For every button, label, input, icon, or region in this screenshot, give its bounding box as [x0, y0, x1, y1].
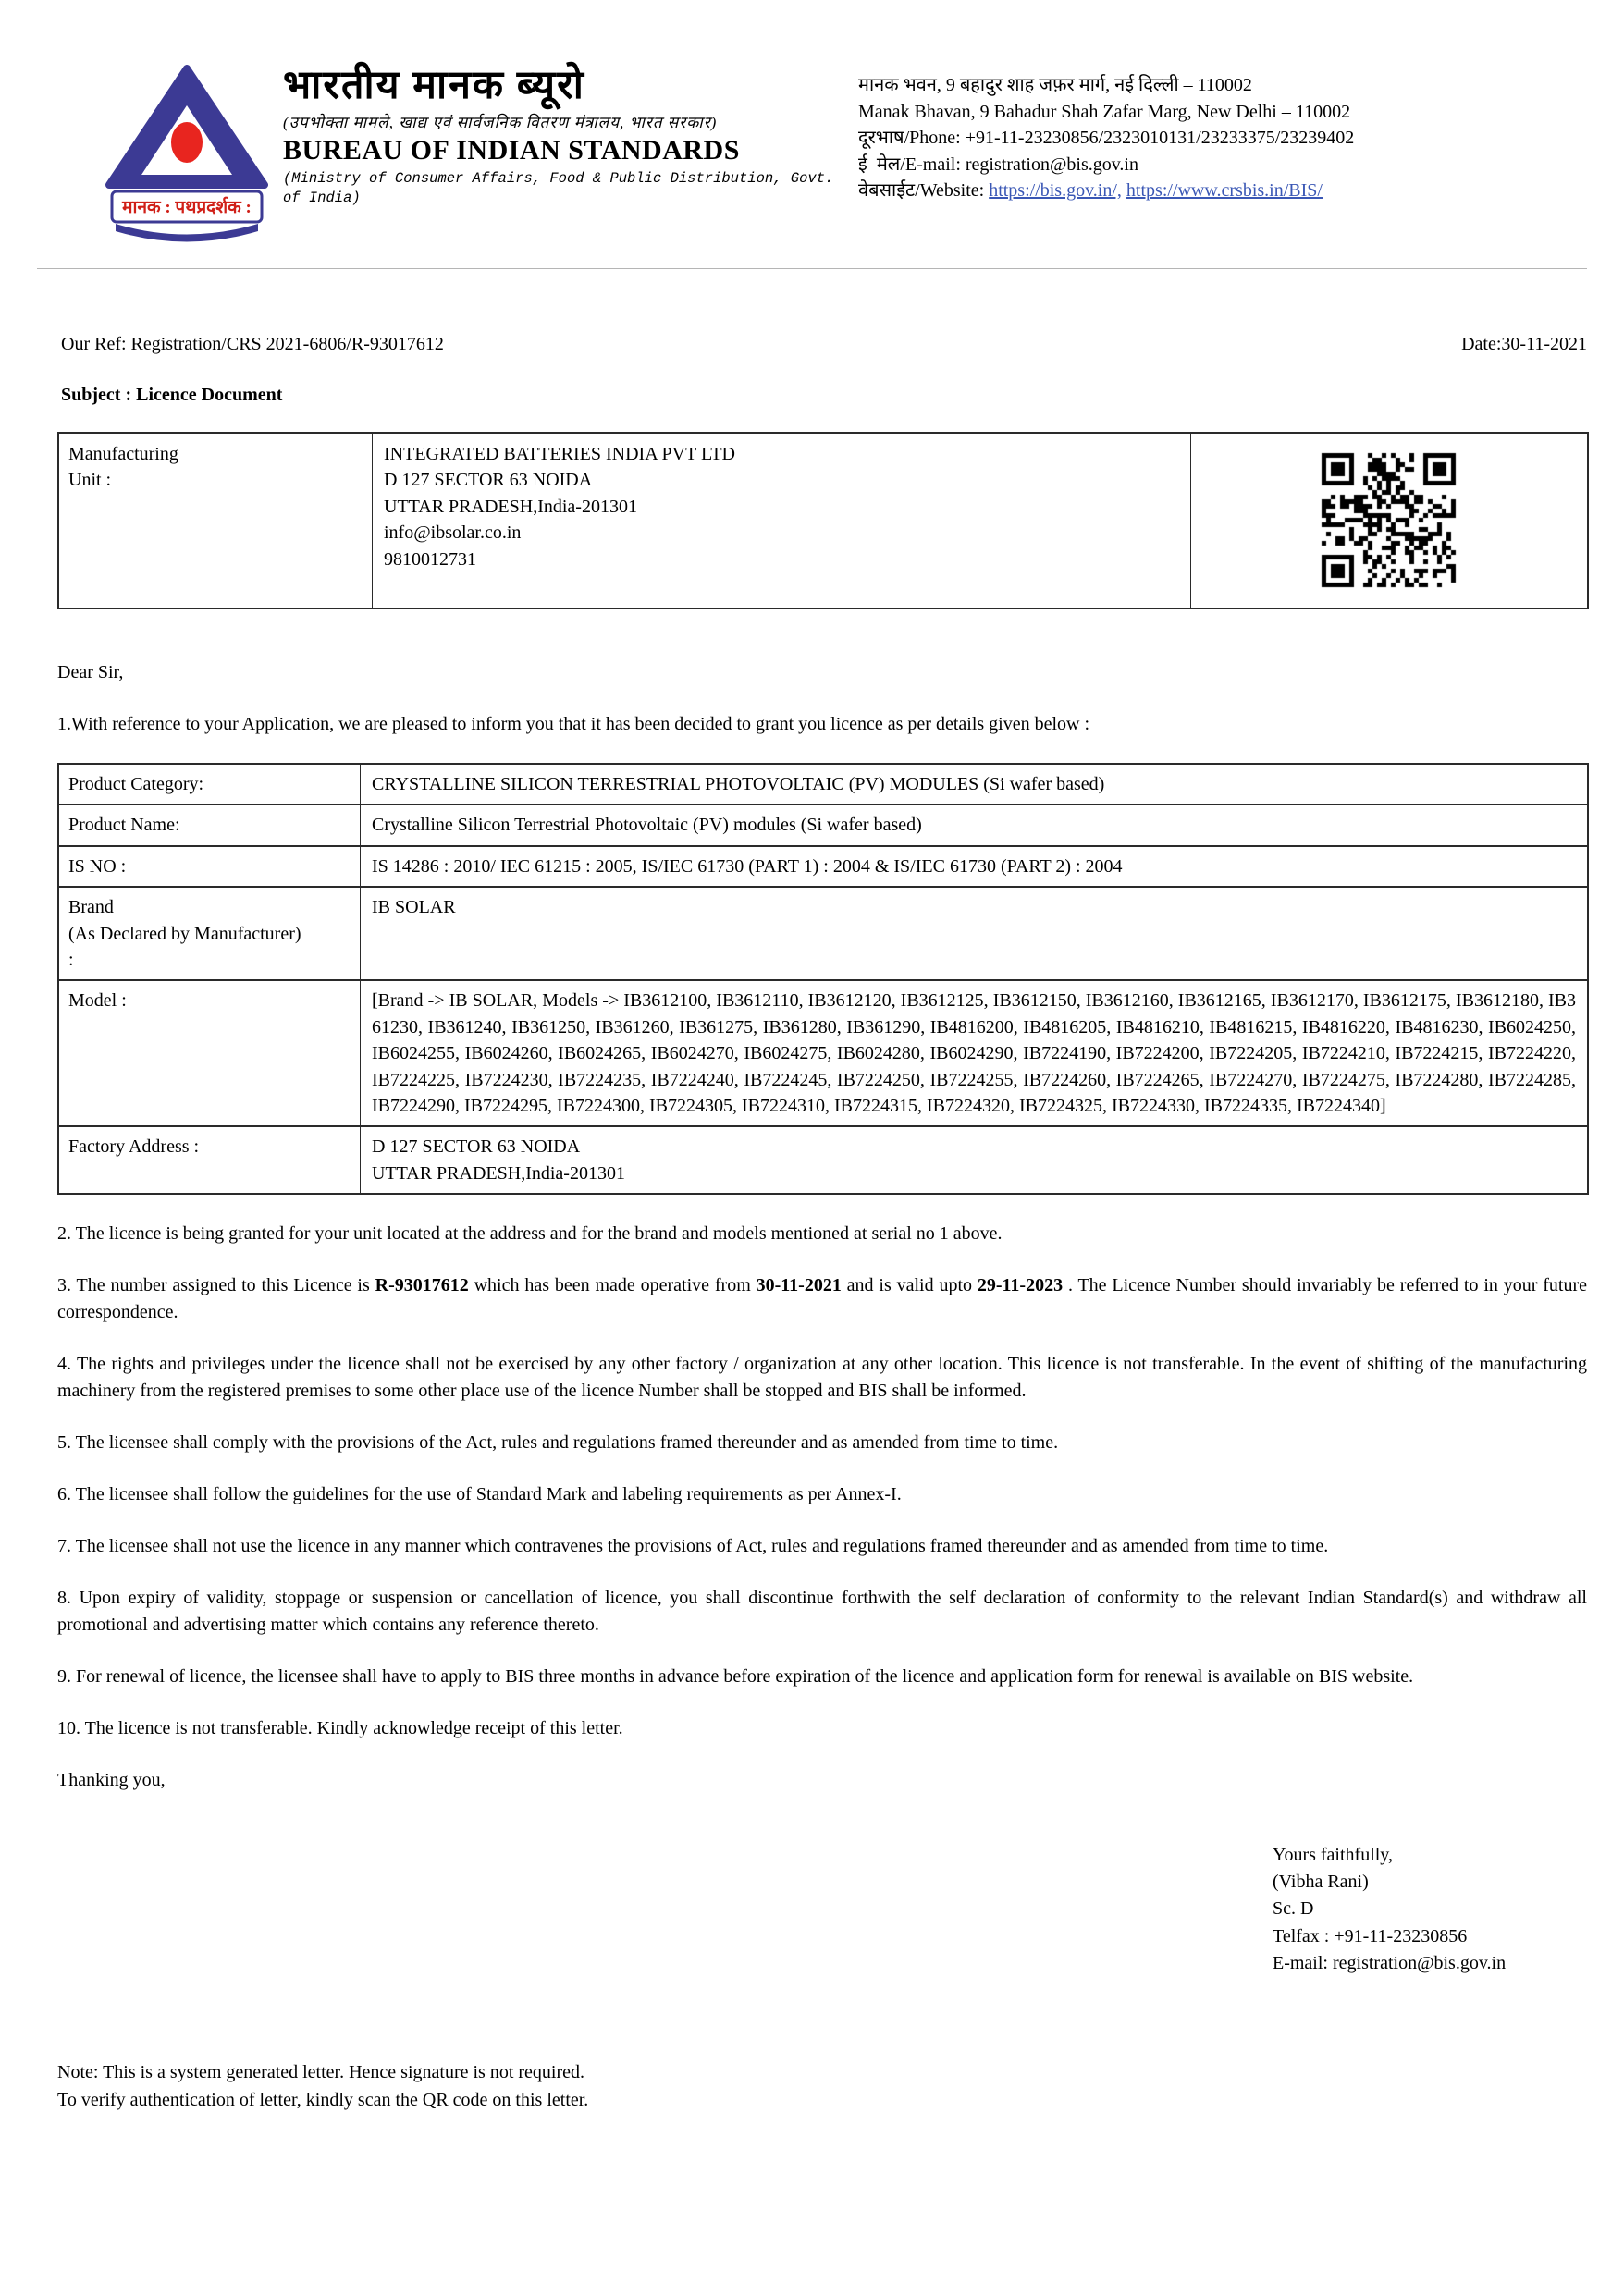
conditions — [57, 1221, 1587, 1742]
product-table-row — [59, 804, 1587, 844]
letterhead — [0, 0, 1624, 252]
product-table-row — [59, 979, 1587, 1125]
text-line: D 127 SECTOR 63 NOIDA — [384, 470, 593, 491]
subject-line: Subject : Licence Document — [61, 385, 283, 405]
letter-date: Date:30-11-2021 — [1461, 334, 1587, 354]
address-hindi: मानक भवन, 9 बहादुर शाह जफ़र मार्ग, नई दिल्ली – 110002 — [858, 75, 1252, 95]
text-line: (Vibha Rani) — [1273, 1872, 1369, 1893]
condition-paragraph: 5. The licensee shall comply with the provisions of the Act, rules and regulations framed thereunder and as amended from time to time. — [57, 1432, 1059, 1454]
product-table-row — [59, 1125, 1587, 1193]
text-line: Yours faithfully, — [1273, 1845, 1394, 1866]
condition-paragraph: 10. The licence is not transferable. Kindly acknowledge receipt of this letter. — [57, 1718, 623, 1739]
condition-paragraph: 3. The number assigned to this Licence is R-93017612 which has been made operative from 30-11-2021 and is valid upto 29-11-2023 . The Licence Number should invariably be referred to in your future correspondence. — [57, 1275, 1588, 1323]
text-line: Telfax : +91-11-23230856 — [1273, 1925, 1468, 1946]
org-ministry-english: (Ministry of Consumer Affairs, Food & Public Distribution, Govt. of India) — [283, 170, 834, 207]
condition-paragraph: 9. For renewal of licence, the licensee shall have to apply to BIS three months in advance before expiration of the licence and application form for renewal is available on BIS website. — [57, 1666, 1414, 1688]
our-ref: Our Ref: Registration/CRS 2021-6806/R-93017612 — [61, 334, 444, 354]
website-links — [989, 180, 1323, 201]
text-line: E-mail: registration@bis.gov.in — [1273, 1952, 1507, 1973]
row-value: IS 14286 : 2010/ IEC 61215 : 2005, IS/IEC 61730 (PART 1) : 2004 & IS/IEC 61730 (PART 2) : 2004 — [372, 855, 1123, 877]
text-line: Sc. D — [1273, 1898, 1314, 1920]
letter-body — [57, 659, 1587, 738]
website-link[interactable]: https://bis.gov.in/, — [989, 180, 1122, 202]
org-name-english: BUREAU OF INDIAN STANDARDS — [283, 135, 740, 166]
closing-block — [57, 1767, 1587, 1794]
manufacturing-details — [373, 434, 1191, 608]
text-line: INTEGRATED BATTERIES INDIA PVT LTD — [384, 444, 735, 464]
row-value: [Brand -> IB SOLAR, Models -> IB3612100, IB3612110, IB3612120, IB3612125, IB3612150, IB3612160, IB3612165, IB3612170, IB3612175, IB3612180, IB361230, IB361240, IB361250, IB361260, IB361275, IB361280, IB361290, IB4816200, IB4816205, IB4816210, IB4816215, IB4816220, IB4816230, IB6024250, IB6024255, IB6024260, IB6024265, IB6024270, IB6024275, IB6024280, IB6024290, IB7224190, IB7224200, IB7224205, IB7224210, IB7224215, IB7224220, IB7224225, IB7224230, IB7224235, IB7224240, IB7224245, IB7224250, IB7224255, IB7224260, IB7224265, IB7224270, IB7224275, IB7224280, IB7224285, IB7224290, IB7224295, IB7224300, IB7224305, IB7224310, IB7224315, IB7224320, IB7224325, IB7224330, IB7224335, IB7224340] — [372, 990, 1576, 1116]
closing: Thanking you, — [57, 1770, 166, 1791]
org-identity — [283, 65, 853, 208]
condition-paragraph: 4. The rights and privileges under the licence shall not be exercised by any other factory / organization at any other location. This licence is not transferable. In the event of shifting of the manufacturing machinery from the registered premises to some other place use of the licence Number shall be stopped and BIS shall be informed. — [57, 1354, 1587, 1402]
logo-slogan: मानक : पथप्रदर्शक : — [122, 198, 252, 217]
address-english: Manak Bhavan, 9 Bahadur Shah Zafar Marg, New Delhi – 110002 — [858, 101, 1351, 122]
bis-logo — [104, 65, 270, 252]
bis-logo-icon — [104, 65, 270, 246]
phone-value: +91-11-23230856/2323010131/23233375/23239402 — [965, 128, 1355, 149]
row-label: Product Name: — [59, 805, 361, 844]
condition-paragraph: 2. The licence is being granted for your unit located at the address and for the brand and models mentioned at serial no 1 above. — [57, 1223, 1003, 1245]
row-label: Product Category: — [59, 765, 361, 804]
row-label: Factory Address : — [59, 1127, 361, 1193]
row-value: D 127 SECTOR 63 NOIDA UTTAR PRADESH,India-201301 — [372, 1136, 625, 1184]
text-line: To verify authentication of letter, kindly scan the QR code on this letter. — [57, 2090, 589, 2111]
text-line: Unit : — [68, 470, 112, 490]
product-table-row — [59, 845, 1587, 886]
row-value: Crystalline Silicon Terrestrial Photovoltaic (PV) modules (Si wafer based) — [372, 815, 922, 836]
email-value: registration@bis.gov.in — [965, 153, 1138, 175]
row-value: CRYSTALLINE SILICON TERRESTRIAL PHOTOVOLTAIC (PV) MODULES (Si wafer based) — [372, 774, 1105, 794]
website-line — [858, 178, 1591, 204]
email-label: ई–मेल/E-mail: — [858, 153, 966, 175]
website-label: वेबसाईट/Website: — [858, 180, 990, 202]
header-divider — [37, 268, 1587, 269]
phone-label: दूरभाष/Phone: — [858, 128, 966, 149]
text-line: Manufacturing — [68, 444, 178, 464]
qr-code — [1320, 451, 1458, 590]
row-label: Model : — [59, 981, 361, 1125]
text-line: Note: This is a system generated letter. Hence signature is not required. — [57, 2062, 585, 2083]
product-table-row — [59, 765, 1587, 804]
manufacturing-label — [59, 434, 373, 608]
text-line: info@ibsolar.co.in — [384, 522, 522, 544]
phone-line — [858, 125, 1591, 152]
product-table-row — [59, 886, 1587, 979]
salutation: Dear Sir, — [57, 662, 124, 682]
website-link[interactable]: https://www.crsbis.in/BIS/ — [1126, 180, 1323, 202]
condition-paragraph: 6. The licensee shall follow the guidelines for the use of Standard Mark and labeling requirements as per Annex-I. — [57, 1484, 902, 1505]
row-label: IS NO : — [59, 847, 361, 886]
reference-row — [61, 334, 1587, 355]
text-line: UTTAR PRADESH,India-201301 — [384, 496, 637, 517]
intro-paragraph: 1.With reference to your Application, we are pleased to inform you that it has been decided to grant you licence as per details given below : — [57, 714, 1090, 734]
row-value: IB SOLAR — [372, 897, 456, 918]
condition-paragraph: 8. Upon expiry of validity, stoppage or suspension or cancellation of licence, you shall discontinue forthwith the self declaration of conformity to the relevant Indian Standard(s) and withdraw all promotional and advertising matter which contains any reference thereto. — [57, 1588, 1587, 1636]
email-line — [858, 152, 1591, 178]
manufacturing-table — [57, 432, 1589, 609]
product-table — [57, 763, 1589, 1195]
org-name-hindi: भारतीय मानक ब्यूरो — [283, 64, 585, 107]
note-block — [57, 2058, 1587, 2114]
org-ministry-hindi: (उपभोक्ता मामले, खाद्य एवं सार्वजनिक वितरण मंत्रालय, भारत सरकार) — [283, 114, 718, 132]
condition-paragraph: 7. The licensee shall not use the licence in any manner which contravenes the provisions of Act, rules and regulations framed thereunder and as amended from time to time. — [57, 1536, 1329, 1557]
contact-block — [858, 65, 1591, 204]
signature-block — [1273, 1842, 1585, 1977]
row-label: Brand (As Declared by Manufacturer) : — [59, 888, 361, 979]
qr-cell — [1191, 434, 1587, 608]
text-line: 9810012731 — [384, 548, 476, 570]
